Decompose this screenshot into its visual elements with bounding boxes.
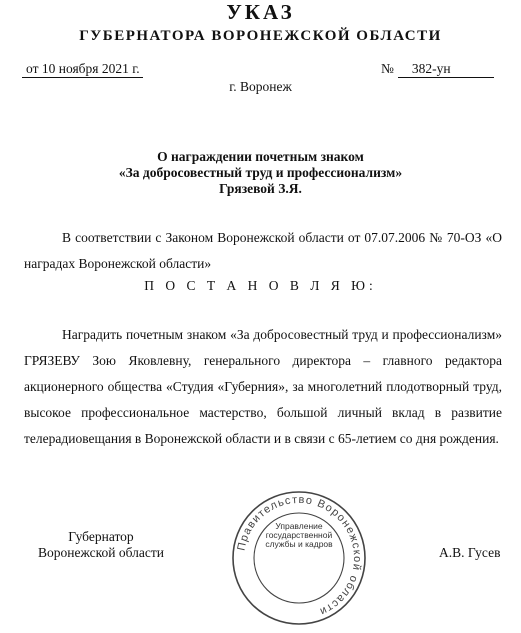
position-line: Воронежской области [38,545,164,560]
decree-word: П О С Т А Н О В Л Я Ю: [144,278,377,293]
main-paragraph: Наградить почетным знаком «За добросовестный труд и профессионализм» ГРЯЗЕВУ Зою Яковлевну, генерального директора – главного редактора акционерного общества «Студия «Губерния», за многолетний плодотворный труд, высокое профессиональное мастерство, большой личный вклад в развитие телерадиовещания в Воронежской области и в связи с 65-летием со дня рождения. [24,327,502,446]
document-city: г. Воронеж [229,79,292,94]
number-value: 382-ун [398,61,494,78]
document-number [381,61,494,78]
stamp-line: Управление [275,521,323,531]
svg-text:Правительство Воронежской обла: Правительство Воронежской области [235,493,364,618]
stamp-line: государственной [265,530,333,540]
preamble-paragraph: В соответствии с Законом Воронежской области от 07.07.2006 № 70-ОЗ «О наградах Воронежской области» [24,230,502,271]
stamp-seal-icon [229,488,369,628]
stamp-center-text [229,522,369,549]
signatory-name: А.В. Гусев [439,545,501,560]
document-date: от 10 ноября 2021 г. [22,61,143,78]
stamp-line: службы и кадров [265,539,333,549]
signatory-position [32,529,170,561]
official-stamp [229,488,369,628]
document-title: УКАЗ [226,0,295,24]
position-line: Губернатор [68,529,134,544]
heading-line: «За добросовестный труд и профессионализм» [118,165,403,180]
heading-line: Грязевой З.Я. [219,181,302,196]
number-label: № [381,61,394,76]
heading-line: О награждении почетным знаком [157,149,364,164]
document-subtitle: ГУБЕРНАТОРА ВОРОНЕЖСКОЙ ОБЛАСТИ [79,28,442,44]
document-heading [0,149,521,197]
